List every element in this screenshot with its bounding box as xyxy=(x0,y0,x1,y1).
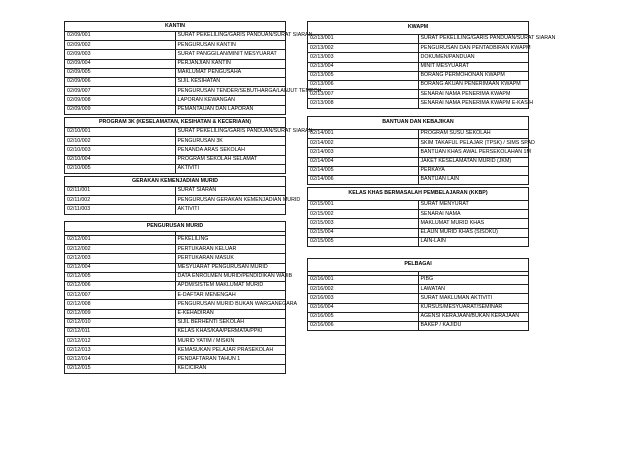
table-row xyxy=(308,130,529,139)
file-code: 02/09/003 xyxy=(65,50,176,59)
table-row xyxy=(65,355,286,364)
file-description: DOKUMEN/PANDUAN xyxy=(418,53,529,62)
file-code: 02/14/005 xyxy=(308,166,419,175)
file-code: 02/14/006 xyxy=(308,175,419,184)
file-description: ELAUN MURID KHAS (SISOKU) xyxy=(418,228,529,237)
table-title: PELBAGAI xyxy=(308,259,529,272)
file-description: BORANG AKUAN PENERIMAAN KWAPM xyxy=(418,80,529,89)
table-row xyxy=(65,96,286,105)
table-row xyxy=(65,236,286,245)
file-code: 02/14/004 xyxy=(308,157,419,166)
file-code: 02/16/003 xyxy=(308,294,419,303)
table-row xyxy=(308,303,529,312)
file-description: LAWATAN xyxy=(418,285,529,294)
table-header-row xyxy=(65,177,286,187)
table-row xyxy=(65,254,286,263)
table-title: KANTIN xyxy=(65,22,286,32)
program3k-table xyxy=(64,117,313,174)
file-description: PEKELILING xyxy=(175,236,286,245)
file-code: 02/12/005 xyxy=(65,272,176,281)
table-row xyxy=(65,77,286,86)
file-description: JAKET KESELAMATAN MURID (JKM) xyxy=(418,157,529,166)
table-row xyxy=(308,228,529,237)
file-description: PENGURUSAN KANTIN xyxy=(175,41,286,50)
table-title: KELAS KHAS BERMASALAH PEMBELAJARAN (KKBP) xyxy=(308,188,529,201)
file-code: 02/10/005 xyxy=(65,164,176,173)
file-description: LAPORAN KEWANGAN xyxy=(175,96,286,105)
file-code: 02/10/001 xyxy=(65,128,176,137)
file-code: 02/13/001 xyxy=(308,35,419,44)
file-description: MAKLUMAT PENGUSAHA xyxy=(175,68,286,77)
table-row xyxy=(308,175,529,184)
table-row xyxy=(65,281,286,290)
file-description: PROGRAM SUSU SEKOLAH xyxy=(418,130,529,139)
file-code: 02/12/015 xyxy=(65,364,176,373)
file-description: MAKLUMAT MURID KHAS xyxy=(418,219,529,228)
table-row xyxy=(308,71,529,80)
table-row xyxy=(65,68,286,77)
file-code: 02/09/004 xyxy=(65,59,176,68)
table-row xyxy=(308,148,529,157)
file-description: E-KEHADIRAN xyxy=(175,309,286,318)
file-code: 02/12/009 xyxy=(65,309,176,318)
file-code: 02/12/011 xyxy=(65,327,176,336)
file-code: 02/09/001 xyxy=(65,32,176,41)
file-description: PROGRAM SEKOLAH SELAMAT xyxy=(175,155,286,164)
table-row xyxy=(308,99,529,108)
file-code: 02/11/003 xyxy=(65,205,176,214)
file-code: 02/09/009 xyxy=(65,105,176,114)
file-description: MESYUARAT PENGURUSAN MURID xyxy=(175,263,286,272)
file-description: BORANG PERMOHONAN KWAPM xyxy=(418,71,529,80)
file-description: LAIN-LAIN xyxy=(418,237,529,246)
file-description: BANTUAN KHAS AWAL PERSEKOLAHAN 1M xyxy=(418,148,529,157)
file-code: 02/12/014 xyxy=(65,355,176,364)
file-code: 02/16/005 xyxy=(308,312,419,321)
file-description: AGENSI KERAJAAN/BUKAN KERAJAAN xyxy=(418,312,529,321)
kwapm-table xyxy=(307,21,556,109)
file-code: 02/16/004 xyxy=(308,303,419,312)
file-code: 02/16/002 xyxy=(308,285,419,294)
file-code: 02/12/003 xyxy=(65,254,176,263)
table-header-row xyxy=(308,117,529,130)
file-description: PERTUKARAN KELUAR xyxy=(175,245,286,254)
table-row xyxy=(65,205,286,214)
file-description: APDM/SISTEM MAKLUMAT MURID xyxy=(175,281,286,290)
file-code: 02/10/004 xyxy=(65,155,176,164)
table-row xyxy=(65,41,286,50)
file-description: PEMANTAUAN DAN LAPORAN xyxy=(175,105,286,114)
file-description: SENARAI NAMA xyxy=(418,210,529,219)
table-row xyxy=(65,318,286,327)
file-code: 02/12/007 xyxy=(65,291,176,300)
table-row xyxy=(65,327,286,336)
file-code: 02/13/008 xyxy=(308,99,419,108)
file-code: 02/16/001 xyxy=(308,276,419,285)
pelbagai-table xyxy=(307,258,529,331)
file-code: 02/12/002 xyxy=(65,245,176,254)
file-description: PENGURUSAN MURID BUKAN WARGANEGARA xyxy=(175,300,286,309)
file-code: 02/12/001 xyxy=(65,236,176,245)
table-header-row xyxy=(65,118,286,128)
table-row xyxy=(65,245,286,254)
file-description: DATA ENROLMEN MURID/PENDIDIKAN WAJIB xyxy=(175,272,286,281)
file-code: 02/14/002 xyxy=(308,139,419,148)
file-code: 02/12/013 xyxy=(65,346,176,355)
file-description: AKTIVITI xyxy=(175,164,286,173)
file-code: 02/11/002 xyxy=(65,196,176,205)
table-row xyxy=(65,291,286,300)
file-description: SURAT PEKELILING/GARIS PANDUAN/SURAT SIARAN xyxy=(175,128,286,137)
file-code: 02/13/006 xyxy=(308,80,419,89)
file-code: 02/10/002 xyxy=(65,137,176,146)
file-code: 02/15/004 xyxy=(308,228,419,237)
file-description: SIJIL BERHENTI SEKOLAH xyxy=(175,318,286,327)
file-code: 02/14/001 xyxy=(308,130,419,139)
file-description: SENARAI NAMA PENERIMA KWAPM xyxy=(418,90,529,99)
table-row xyxy=(65,32,286,41)
table-row xyxy=(65,50,286,59)
file-description: AKTIVITI xyxy=(175,205,286,214)
table-title: GERAKAN KEMENJADIAN MURID xyxy=(65,177,286,187)
table-header-row xyxy=(308,22,529,35)
file-code: 02/09/008 xyxy=(65,96,176,105)
table-header-row xyxy=(308,188,529,201)
gerakan-table xyxy=(64,176,301,215)
kelas-khas-table xyxy=(307,187,529,247)
file-description: SURAT SIARAN xyxy=(175,187,286,196)
table-row xyxy=(308,237,529,246)
table-row xyxy=(308,53,529,62)
file-description: SIJIL KESIHATAN xyxy=(175,77,286,86)
table-row xyxy=(65,263,286,272)
file-code: 02/10/003 xyxy=(65,146,176,155)
table-row xyxy=(65,196,286,205)
file-description: SURAT MAKLUMAN AKTIVITI xyxy=(418,294,529,303)
file-description: PERKAYA xyxy=(418,166,529,175)
file-code: 02/14/003 xyxy=(308,148,419,157)
table-row xyxy=(65,105,286,114)
table-row xyxy=(65,187,286,196)
table-row xyxy=(308,157,529,166)
table-row xyxy=(308,285,529,294)
table-row xyxy=(308,62,529,71)
file-description: BANTUAN LAIN xyxy=(418,175,529,184)
table-row xyxy=(65,146,286,155)
file-description: SURAT PANGGILAN/MINIT MESYUARAT xyxy=(175,50,286,59)
file-description: SURAT MENYURAT xyxy=(418,201,529,210)
file-description: PERTUKARAN MASUK xyxy=(175,254,286,263)
file-code: 02/09/005 xyxy=(65,68,176,77)
file-description: SENARAI NAMA PENERIMA KWAPM E-KASIH xyxy=(418,99,529,108)
table-title: PENGURUSAN MURID xyxy=(65,222,286,232)
file-code: 02/09/006 xyxy=(65,77,176,86)
file-description: BAKEP / KAJIDU xyxy=(418,321,529,330)
table-row xyxy=(65,164,286,173)
table-row xyxy=(308,294,529,303)
file-code: 02/12/008 xyxy=(65,300,176,309)
table-row xyxy=(308,201,529,210)
file-description: PENGURUSAN TENDER/SEBUTHARGA/LANJUT TEMPOH xyxy=(175,87,286,96)
file-description: MURID YATIM / MISKIN xyxy=(175,337,286,346)
table-row xyxy=(308,219,529,228)
table-title: KWAPM xyxy=(308,22,529,35)
table-row xyxy=(65,59,286,68)
table-title: BANTUAN DAN KEBAJIKAN xyxy=(308,117,529,130)
file-description: PERJANJIAN KANTIN xyxy=(175,59,286,68)
table-row xyxy=(65,309,286,318)
file-description: PENANDA ARAS SEKOLAH xyxy=(175,146,286,155)
file-description: KURSUS/MESYUARAT/SEMINAR xyxy=(418,303,529,312)
file-code: 02/12/006 xyxy=(65,281,176,290)
table-row xyxy=(308,276,529,285)
table-header-row xyxy=(65,22,286,32)
file-description: PENDAFTARAN TAHUN 1 xyxy=(175,355,286,364)
file-description: SKIM TAKAFUL PELAJAR (TPSK) / SIMS SPAD xyxy=(418,139,529,148)
file-code: 02/15/001 xyxy=(308,201,419,210)
file-code: 02/13/005 xyxy=(308,71,419,80)
table-row xyxy=(65,272,286,281)
table-row xyxy=(65,87,286,96)
bantuan-table xyxy=(307,116,535,185)
table-row xyxy=(65,364,286,373)
file-code: 02/11/001 xyxy=(65,187,176,196)
file-code: 02/15/003 xyxy=(308,219,419,228)
table-row xyxy=(65,300,286,309)
file-code: 02/12/010 xyxy=(65,318,176,327)
file-description: PENGURUSAN GERAKAN KEMENJADIAN MURID xyxy=(175,196,286,205)
table-row xyxy=(308,80,529,89)
file-code: 02/16/006 xyxy=(308,321,419,330)
file-code: 02/12/004 xyxy=(65,263,176,272)
table-header-row xyxy=(65,222,286,232)
file-description: E-DAFTAR MENENGAH xyxy=(175,291,286,300)
table-row xyxy=(308,44,529,53)
file-description: PIBG xyxy=(418,276,529,285)
table-row xyxy=(308,35,529,44)
file-code: 02/13/004 xyxy=(308,62,419,71)
table-row xyxy=(308,321,529,330)
file-description: KECICIRAN xyxy=(175,364,286,373)
file-description: PENGURUSAN DAN PENTADBIRAN KWAPM xyxy=(418,44,529,53)
table-row xyxy=(308,139,529,148)
file-code: 02/15/002 xyxy=(308,210,419,219)
file-code: 02/12/012 xyxy=(65,337,176,346)
file-code: 02/09/007 xyxy=(65,87,176,96)
table-row xyxy=(65,346,286,355)
table-row xyxy=(308,166,529,175)
table-row xyxy=(308,90,529,99)
table-row xyxy=(308,312,529,321)
file-description: PENGURUSAN 3K xyxy=(175,137,286,146)
file-code: 02/13/002 xyxy=(308,44,419,53)
file-description: KELAS KHAS/KAA/PERMATA/PPKI xyxy=(175,327,286,336)
file-code: 02/15/005 xyxy=(308,237,419,246)
file-description: SURAT PEKELILING/GARIS PANDUAN/SURAT SIARAN xyxy=(175,32,286,41)
file-code: 02/13/003 xyxy=(308,53,419,62)
table-row xyxy=(65,128,286,137)
table-row xyxy=(65,155,286,164)
file-code: 02/13/007 xyxy=(308,90,419,99)
file-description: KEMASUKAN PELAJAR PRASEKOLAH xyxy=(175,346,286,355)
file-description: MINIT MESYUARAT xyxy=(418,62,529,71)
table-row xyxy=(65,337,286,346)
table-header-row xyxy=(308,259,529,272)
table-row xyxy=(308,210,529,219)
pengurusan-murid-table xyxy=(64,221,298,374)
table-title: PROGRAM 3K (KESELAMATAN, KESIHATAN & KECERIAAN) xyxy=(65,118,286,128)
file-description: SURAT PEKELILING/GARIS PANDUAN/SURAT SIARAN xyxy=(418,35,529,44)
table-row xyxy=(65,137,286,146)
file-code: 02/09/002 xyxy=(65,41,176,50)
